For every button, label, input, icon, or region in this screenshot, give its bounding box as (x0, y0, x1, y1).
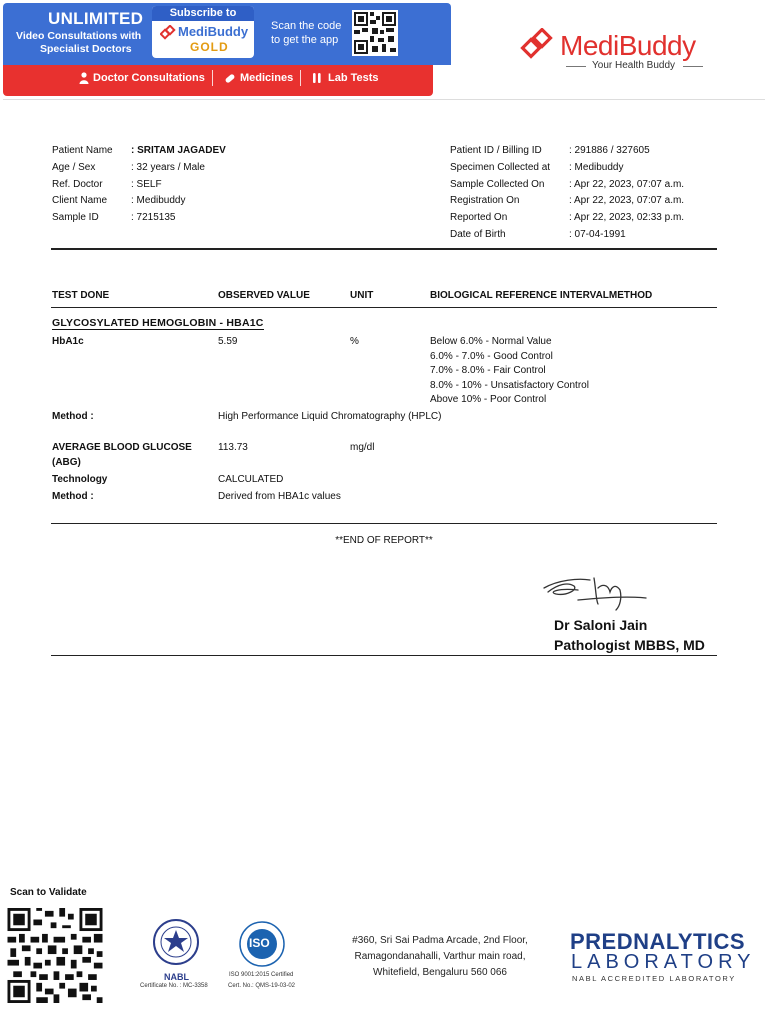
tagline-rule (566, 66, 586, 67)
label-ref-doctor: Ref. Doctor (52, 178, 103, 190)
subscribe-gold: GOLD (190, 40, 229, 54)
header-unit: UNIT (350, 290, 374, 301)
patient-left-labels (52, 143, 113, 227)
value-abg: 113.73 (218, 442, 248, 453)
nav-divider (300, 70, 301, 86)
validation-qr-code-icon[interactable] (6, 908, 104, 1003)
scan-to-validate-label: Scan to Validate (10, 887, 87, 898)
value-reported-on: : Apr 22, 2023, 02:33 p.m. (569, 212, 685, 224)
label-patient-name: Patient Name (52, 145, 113, 156)
iso-certified: ISO 9001:2015 Certified (229, 972, 294, 978)
patient-left-values (131, 143, 226, 227)
doctor-icon (79, 72, 89, 84)
end-of-report: **END OF REPORT** (335, 535, 433, 546)
header-divider (3, 99, 765, 100)
app-qr-code-icon[interactable] (352, 10, 398, 56)
test-tube-icon (311, 72, 323, 84)
label-client-name: Client Name (52, 195, 108, 207)
technology-label: Technology (52, 474, 108, 485)
table-end-divider (51, 523, 717, 524)
value-patient-name: : SRITAM JAGADEV (131, 145, 226, 156)
method-value-1: High Performance Liquid Chromatography (HPLC) (218, 411, 442, 422)
test-hba1c: HbA1c (52, 336, 84, 347)
address-line: Ramagondanahalli, Varthur main road, (354, 951, 526, 962)
method-value-2: Derived from HBA1c values (218, 491, 341, 502)
scan-code-text (271, 19, 341, 47)
signature-icon (538, 570, 650, 612)
range-item: Above 10% - Poor Control (430, 394, 547, 405)
label-age-sex: Age / Sex (52, 161, 96, 173)
medibuddy-logo-icon (520, 28, 560, 62)
label-registration-on: Registration On (450, 195, 520, 207)
method-label-1: Method : (52, 411, 94, 422)
value-age-sex: : 32 years / Male (131, 161, 205, 173)
prednalytics-laboratory: LABORATORY (571, 951, 756, 973)
tagline-rule (683, 66, 703, 67)
scan-code-line-2: to get the app (271, 34, 339, 46)
header-test-done: TEST DONE (52, 290, 110, 301)
lab-address (330, 933, 550, 981)
value-registration-on: : Apr 22, 2023, 07:07 a.m. (569, 195, 685, 207)
unit-hba1c: % (350, 336, 359, 347)
banner-line-2: Specialist Doctors (40, 43, 132, 55)
label-specimen-collected-at: Specimen Collected at (450, 161, 551, 173)
nabl-label: NABL (164, 972, 189, 982)
table-header-divider (51, 307, 717, 308)
method-label-2: Method : (52, 491, 94, 502)
range-item: Below 6.0% - Normal Value (430, 336, 552, 347)
value-sample-collected-on: : Apr 22, 2023, 07:07 a.m. (569, 178, 685, 190)
prednalytics-logo: PREDNALYTICS (570, 929, 746, 954)
medibuddy-small-logo-icon (160, 25, 176, 41)
range-item: 6.0% - 7.0% - Good Control (430, 350, 553, 362)
pathologist-role: Pathologist MBBS, MD (554, 637, 705, 653)
header-observed-value: OBSERVED VALUE (218, 290, 310, 301)
prednalytics-accreditation: NABL ACCREDITED LABORATORY (572, 974, 736, 983)
banner-line-1: Video Consultations with (16, 30, 142, 42)
info-divider (51, 248, 717, 250)
value-specimen-collected-at: : Medibuddy (569, 161, 624, 173)
patient-right-values (569, 143, 684, 244)
test-abg-line-2: (ABG) (52, 456, 81, 468)
label-sample-id: Sample ID (52, 212, 99, 224)
medibuddy-logo-text: MediBuddy (560, 30, 696, 61)
value-ref-doctor: : SELF (131, 178, 162, 190)
label-patient-id: Patient ID / Billing ID (450, 145, 542, 156)
unit-abg: mg/dl (350, 442, 375, 453)
nav-divider (212, 70, 213, 86)
nabl-logo-icon (150, 918, 202, 974)
label-sample-collected-on: Sample Collected On (450, 178, 545, 190)
range-item: 8.0% - 10% - Unsatisfactory Control (430, 379, 589, 391)
subscribe-heading: Subscribe to (152, 6, 254, 21)
value-date-of-birth: : 07-04-1991 (569, 228, 626, 240)
banner-unlimited-text: UNLIMITED (48, 9, 144, 28)
address-line: Whitefield, Bengaluru 560 066 (373, 967, 507, 978)
value-client-name: : Medibuddy (131, 195, 186, 207)
header-reference-interval: BIOLOGICAL REFERENCE INTERVALMETHOD (430, 290, 653, 301)
scan-code-line-1: Scan the code (271, 20, 342, 32)
nav-medicines[interactable]: Medicines (240, 72, 294, 84)
section-title-hba1c: GLYCOSYLATED HEMOGLOBIN - HBA1C (52, 317, 264, 329)
address-line: #360, Sri Sai Padma Arcade, 2nd Floor, (352, 935, 528, 946)
iso-label: ISO (249, 936, 270, 950)
nav-doctor-consultations[interactable]: Doctor Consultations (93, 72, 205, 84)
reference-ranges (430, 335, 589, 408)
label-reported-on: Reported On (450, 212, 508, 224)
label-date-of-birth: Date of Birth (450, 228, 506, 240)
test-abg-line-1: AVERAGE BLOOD GLUCOSE (52, 442, 192, 453)
value-patient-id: : 291886 / 327605 (569, 145, 650, 156)
value-hba1c: 5.59 (218, 336, 238, 347)
medibuddy-tagline: Your Health Buddy (592, 60, 676, 71)
range-item: 7.0% - 8.0% - Fair Control (430, 365, 546, 376)
nabl-certificate: Certificate No. : MC-3358 (140, 983, 208, 989)
medicine-icon (224, 72, 236, 84)
technology-value: CALCULATED (218, 474, 284, 485)
signature-divider (51, 655, 717, 656)
value-sample-id: : 7215135 (131, 212, 176, 224)
nav-lab-tests[interactable]: Lab Tests (328, 72, 379, 84)
test-abg (52, 441, 192, 470)
pathologist-name: Dr Saloni Jain (554, 617, 648, 633)
patient-right-labels (450, 143, 550, 244)
subscribe-brand: MediBuddy (178, 24, 249, 39)
iso-cert-number: Cert. No.: QMS-19-03-02 (228, 983, 296, 989)
